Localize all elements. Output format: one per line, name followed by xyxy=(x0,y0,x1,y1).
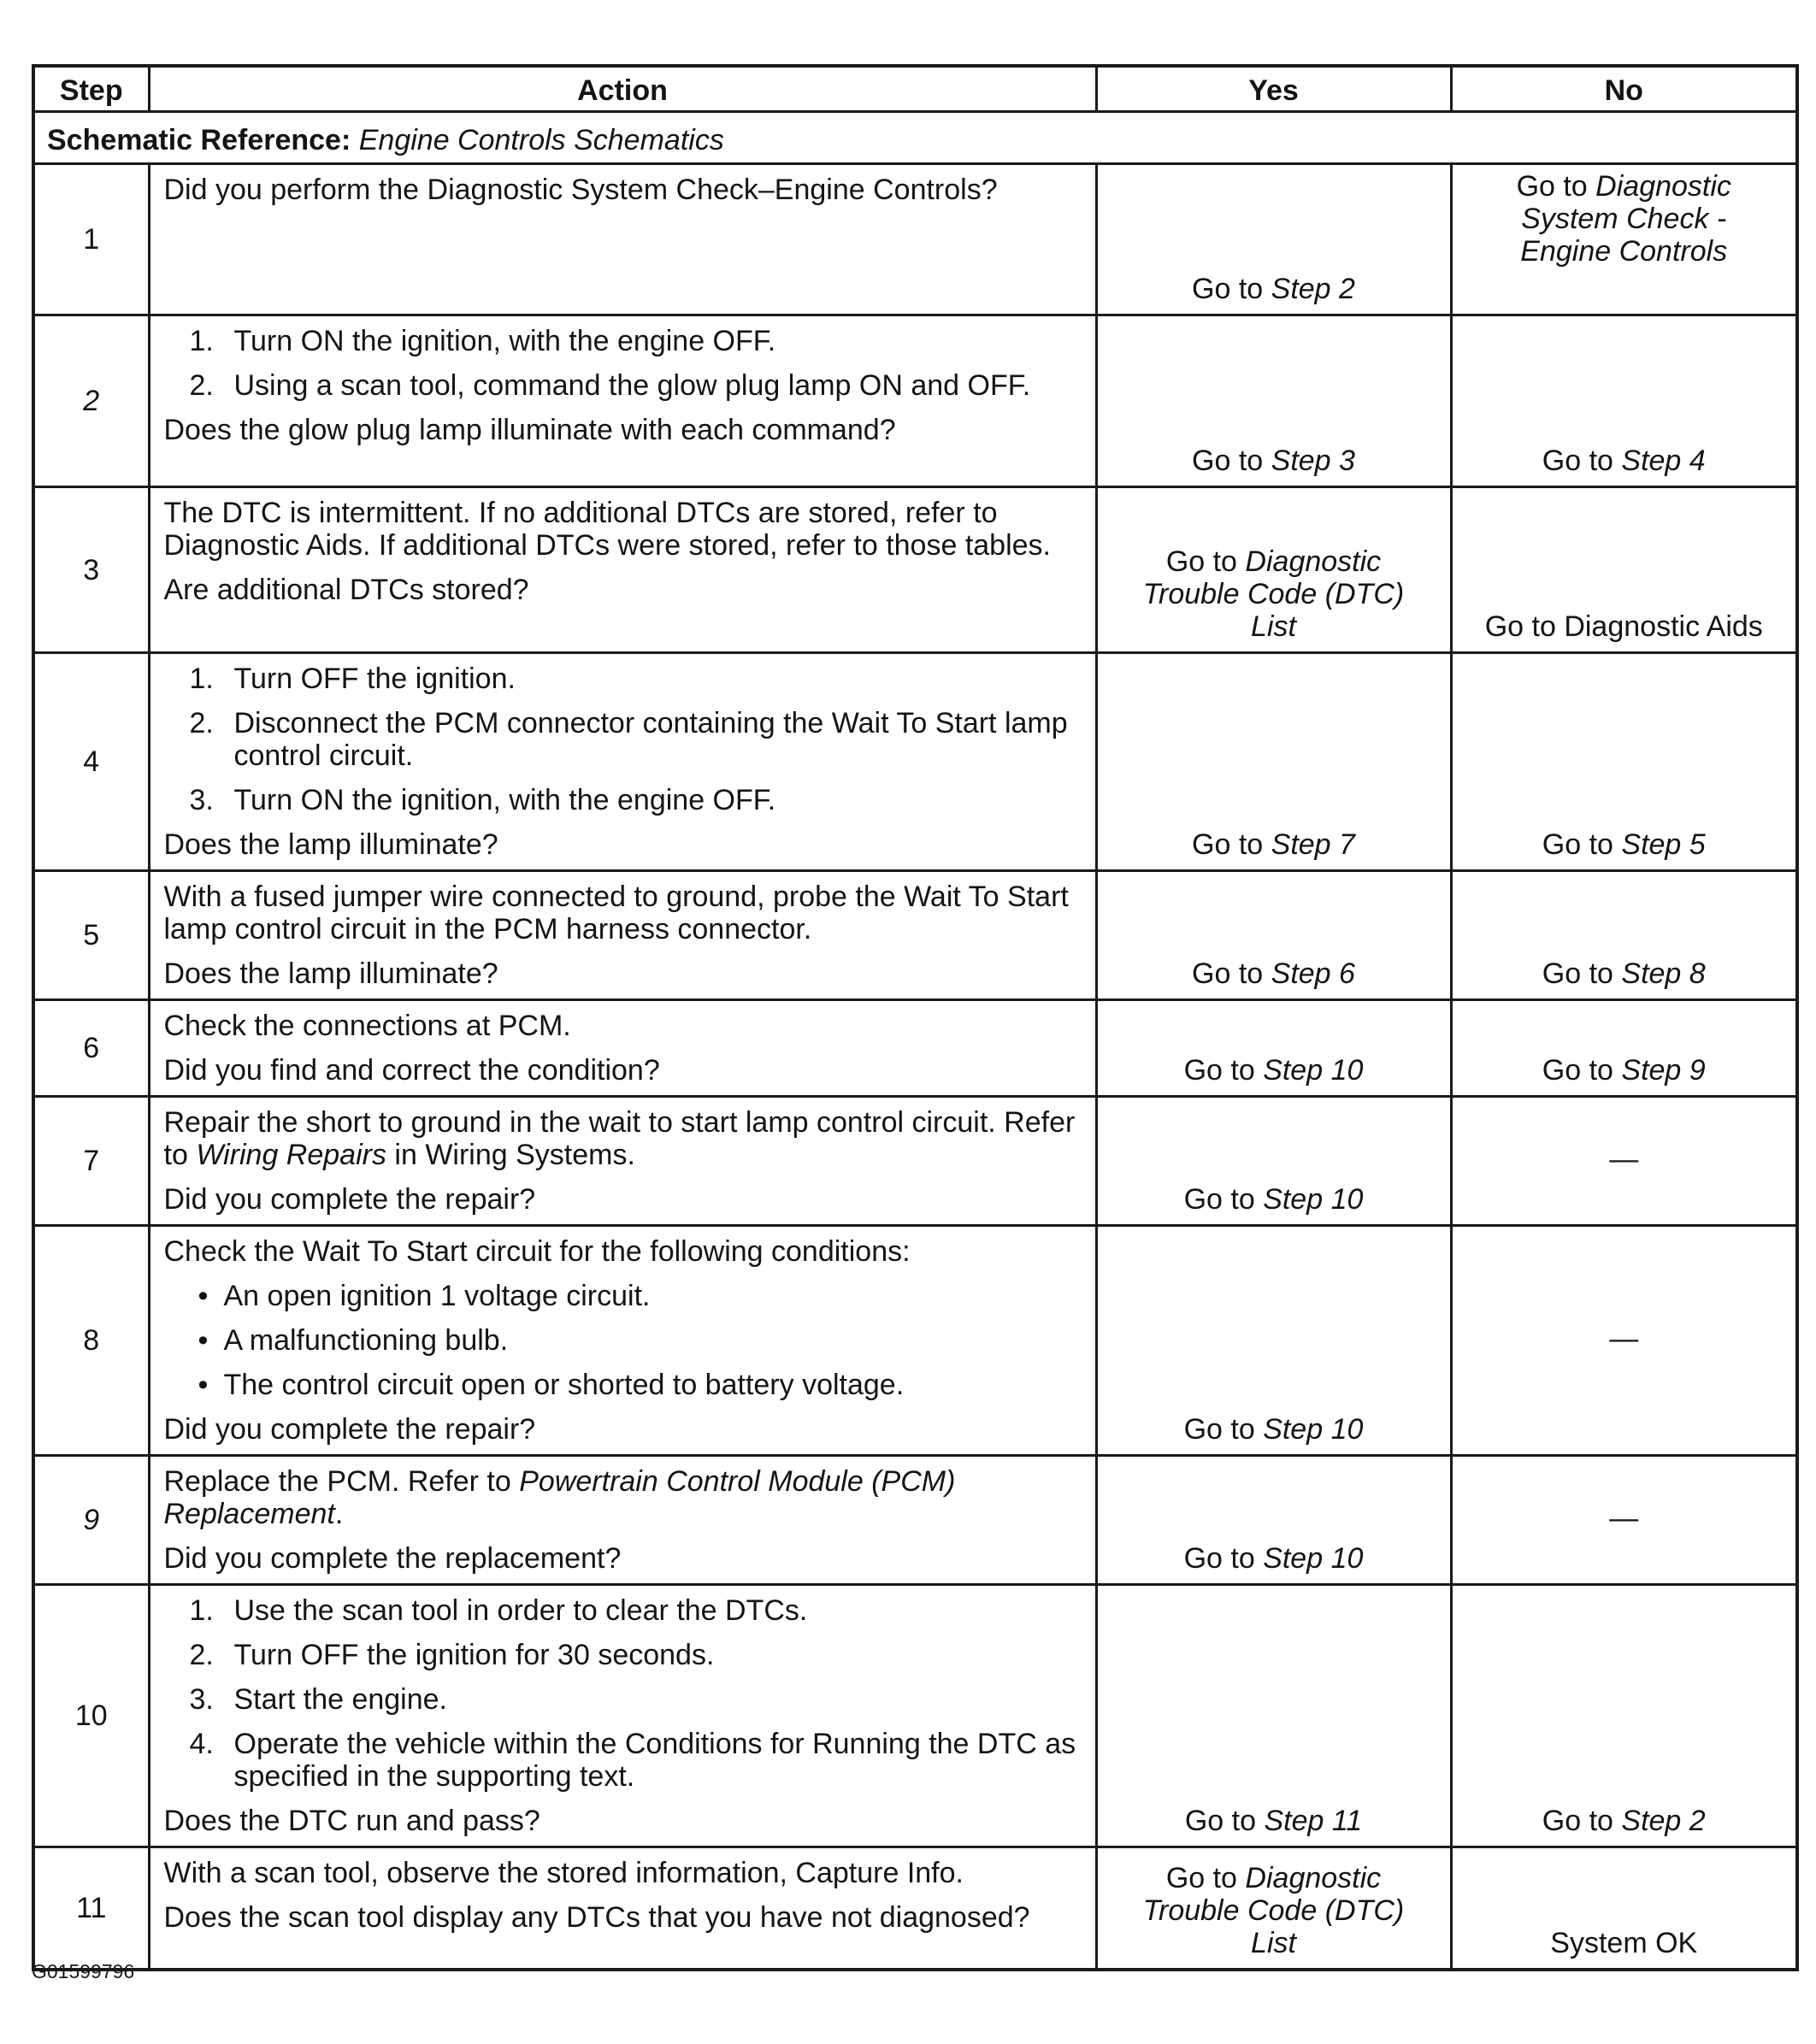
no-dash: — xyxy=(1609,1502,1639,1534)
action-steps xyxy=(164,325,1083,402)
yes-cell[interactable] xyxy=(1096,1847,1451,1970)
action-question: Did you complete the replacement? xyxy=(163,1542,622,1575)
action-text: Check the Wait To Start circuit for the following conditions: xyxy=(163,1235,911,1268)
action-cell xyxy=(149,871,1096,1000)
step-number: 7 xyxy=(33,1097,149,1226)
condition-list xyxy=(164,1280,1083,1401)
list-item: 1. Turn OFF the ignition. xyxy=(189,663,516,695)
action-question: Did you complete the repair? xyxy=(163,1413,536,1446)
action-text: Replace the PCM. Refer to Powertrain Control Module (PCM) Replacement. xyxy=(163,1465,956,1530)
yes-goto: Go to Step 2 xyxy=(1192,273,1355,305)
action-cell xyxy=(149,1456,1096,1585)
yes-goto-line2: Trouble Code (DTC) xyxy=(1142,1894,1405,1927)
step-number: 1 xyxy=(33,164,149,315)
no-cell xyxy=(1451,1226,1797,1456)
header-no: No xyxy=(1451,66,1797,112)
table-row xyxy=(33,1585,1797,1847)
table-row xyxy=(33,1226,1797,1456)
yes-cell[interactable] xyxy=(1096,315,1451,487)
yes-cell[interactable] xyxy=(1096,1097,1451,1226)
list-item: 2. Disconnect the PCM connector containing the Wait To Start lamp control circuit. xyxy=(189,707,1068,772)
schematic-reference-label: Schematic Reference: xyxy=(47,124,351,156)
table-row xyxy=(33,164,1797,315)
table-row xyxy=(33,487,1797,653)
yes-cell[interactable] xyxy=(1096,1456,1451,1585)
yes-goto: Go to Step 11 xyxy=(1184,1805,1363,1837)
action-question: Does the DTC run and pass? xyxy=(163,1805,540,1837)
system-ok-text: System OK xyxy=(1550,1926,1698,1959)
action-question: Does the scan tool display any DTCs that you have not diagnosed? xyxy=(163,1901,1030,1934)
table-header-row xyxy=(33,66,1797,112)
step-number: 9 xyxy=(33,1456,149,1585)
yes-cell[interactable] xyxy=(1096,653,1451,871)
no-goto: Go to Step 4 xyxy=(1542,445,1706,477)
action-cell xyxy=(149,315,1096,487)
step-number: 5 xyxy=(33,871,149,1000)
no-cell[interactable] xyxy=(1451,653,1797,871)
header-yes: Yes xyxy=(1096,66,1451,112)
action-text: Repair the short to ground in the wait to start lamp control circuit. Refer to Wiring Repairs in Wiring Systems. xyxy=(163,1106,1076,1171)
action-cell xyxy=(149,653,1096,871)
no-goto: Go to Step 8 xyxy=(1542,957,1706,990)
no-cell xyxy=(1451,1097,1797,1226)
table-row xyxy=(33,1000,1797,1097)
list-item: 3. Start the engine. xyxy=(189,1683,448,1716)
no-cell[interactable] xyxy=(1451,315,1797,487)
yes-goto: Go to Step 10 xyxy=(1183,1054,1364,1087)
yes-cell[interactable] xyxy=(1096,1585,1451,1847)
table-row xyxy=(33,653,1797,871)
yes-cell[interactable] xyxy=(1096,1000,1451,1097)
yes-cell[interactable] xyxy=(1096,871,1451,1000)
wiring-repairs-link[interactable]: Wiring Repairs xyxy=(196,1139,386,1171)
list-item: 3. Turn ON the ignition, with the engine OFF. xyxy=(189,784,776,816)
diagnostic-table xyxy=(32,64,1799,1971)
action-question: Does the lamp illuminate? xyxy=(163,828,498,861)
list-item: • The control circuit open or shorted to battery voltage. xyxy=(198,1369,905,1401)
table-row xyxy=(33,1097,1797,1226)
table-row xyxy=(33,1456,1797,1585)
header-step: Step xyxy=(33,66,149,112)
no-cell[interactable] xyxy=(1451,487,1797,653)
no-goto: Go to Step 2 xyxy=(1542,1805,1706,1837)
no-dash: — xyxy=(1609,1322,1639,1355)
no-cell[interactable] xyxy=(1451,164,1797,315)
no-goto-line2: System Check - xyxy=(1521,203,1727,235)
yes-goto-line3: List xyxy=(1251,610,1296,643)
action-question: Did you find and correct the condition? xyxy=(163,1054,660,1087)
action-text: The DTC is intermittent. If no additional DTCs are stored, refer to Diagnostic Aids. If additional DTCs were stored, refer to those tables. xyxy=(163,497,1051,562)
list-item: • An open ignition 1 voltage circuit. xyxy=(198,1280,651,1312)
action-text: Did you perform the Diagnostic System Check–Engine Controls? xyxy=(163,174,998,206)
list-item: 2. Turn OFF the ignition for 30 seconds. xyxy=(189,1639,715,1671)
step-number: 3 xyxy=(33,487,149,653)
action-text: Check the connections at PCM. xyxy=(163,1010,571,1042)
header-action: Action xyxy=(149,66,1096,112)
step-number: 11 xyxy=(33,1847,149,1970)
yes-goto: Go to Step 6 xyxy=(1192,957,1355,990)
no-cell[interactable] xyxy=(1451,1000,1797,1097)
yes-goto: Go to Step 10 xyxy=(1183,1542,1364,1575)
action-question: Does the glow plug lamp illuminate with each command? xyxy=(163,414,896,446)
step-number: 8 xyxy=(33,1226,149,1456)
no-goto-line1: Go to Diagnostic xyxy=(1516,170,1731,203)
no-cell[interactable] xyxy=(1451,1585,1797,1847)
yes-goto: Go to Step 3 xyxy=(1192,445,1355,477)
no-goto: Go to Step 5 xyxy=(1542,828,1706,861)
table-row xyxy=(33,315,1797,487)
schematic-reference-link[interactable]: Engine Controls Schematics xyxy=(358,124,724,156)
schematic-reference-row xyxy=(33,112,1797,164)
yes-cell[interactable] xyxy=(1096,487,1451,653)
step-number: 10 xyxy=(33,1585,149,1847)
yes-goto: Go to Step 10 xyxy=(1183,1413,1364,1446)
yes-goto: Go to Step 7 xyxy=(1192,828,1355,861)
no-cell xyxy=(1451,1847,1797,1970)
action-cell xyxy=(149,1847,1096,1970)
step-number: 6 xyxy=(33,1000,149,1097)
yes-goto-line3: List xyxy=(1251,1926,1296,1959)
action-cell xyxy=(149,487,1096,653)
action-text: With a fused jumper wire connected to ground, probe the Wait To Start lamp control circuit in the PCM harness connector. xyxy=(163,881,1069,945)
action-cell xyxy=(149,164,1096,315)
action-steps xyxy=(164,1594,1083,1793)
action-cell xyxy=(149,1097,1096,1226)
yes-goto-line1: Go to Diagnostic xyxy=(1165,1861,1382,1894)
yes-goto: Go to Step 10 xyxy=(1183,1183,1364,1216)
action-cell xyxy=(149,1000,1096,1097)
action-question: Are additional DTCs stored? xyxy=(163,574,529,606)
action-question: Did you complete the repair? xyxy=(163,1183,536,1216)
table-row xyxy=(33,871,1797,1000)
no-goto: Go to Step 9 xyxy=(1542,1054,1706,1087)
list-item: 4. Operate the vehicle within the Conditions for Running the DTC as specified in the supporting text. xyxy=(189,1728,1076,1793)
list-item: 2. Using a scan tool, command the glow plug lamp ON and OFF. xyxy=(189,369,1031,402)
list-item: • A malfunctioning bulb. xyxy=(198,1324,509,1357)
figure-code: G01599796 xyxy=(32,1960,135,1982)
yes-goto-line2: Trouble Code (DTC) xyxy=(1142,578,1405,610)
no-dash: — xyxy=(1609,1143,1639,1175)
step-number: 2 xyxy=(33,315,149,487)
yes-goto-line1: Go to Diagnostic xyxy=(1165,545,1382,578)
no-goto-line3: Engine Controls xyxy=(1520,235,1728,268)
list-item: 1. Turn ON the ignition, with the engine OFF. xyxy=(189,325,776,357)
no-cell xyxy=(1451,1456,1797,1585)
yes-cell[interactable] xyxy=(1096,164,1451,315)
action-cell xyxy=(149,1585,1096,1847)
action-text: With a scan tool, observe the stored information, Capture Info. xyxy=(163,1857,964,1889)
yes-cell[interactable] xyxy=(1096,1226,1451,1456)
step-number: 4 xyxy=(33,653,149,871)
action-cell xyxy=(149,1226,1096,1456)
list-item: 1. Use the scan tool in order to clear the DTCs. xyxy=(189,1594,808,1627)
pcm-replacement-link[interactable]: Powertrain Control Module (PCM) Replacement xyxy=(163,1465,956,1530)
schematic-reference xyxy=(33,112,1797,164)
no-cell[interactable] xyxy=(1451,871,1797,1000)
table-row xyxy=(33,1847,1797,1970)
no-goto: Go to Diagnostic Aids xyxy=(1484,610,1763,643)
action-question: Does the lamp illuminate? xyxy=(163,957,498,990)
action-steps xyxy=(164,663,1083,816)
